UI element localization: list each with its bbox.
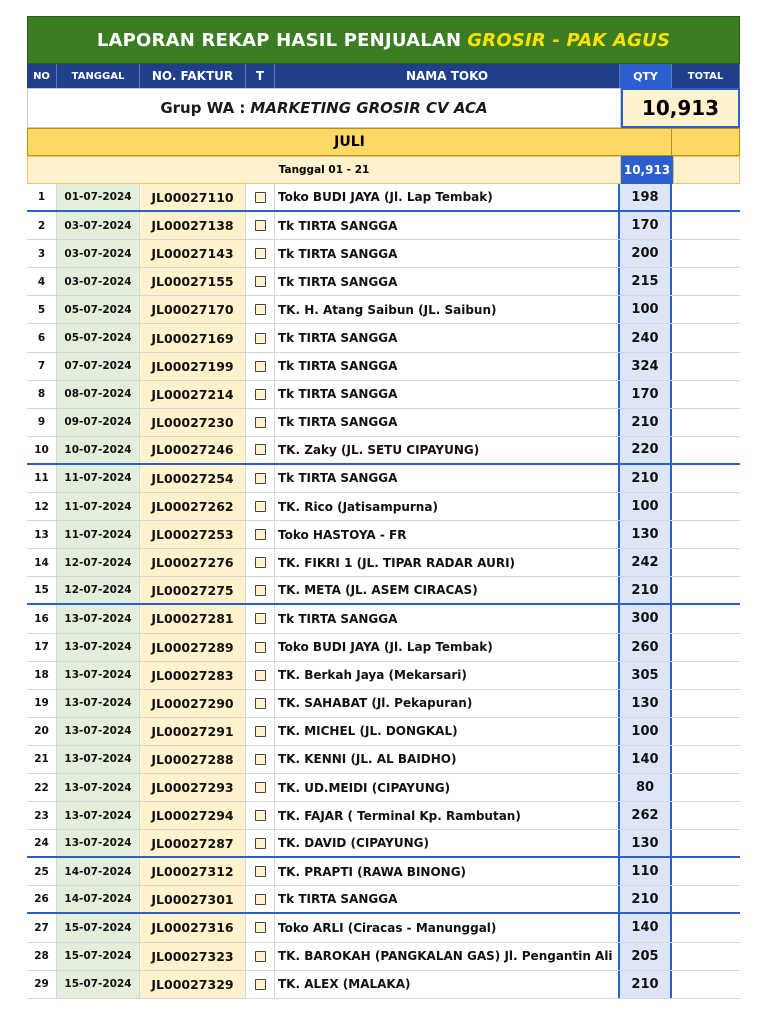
row-store-name: Toko BUDI JAYA (Jl. Lap Tembak) [275,184,620,210]
row-store-name: Tk TIRTA SANGGA [275,353,620,380]
row-checkbox[interactable] [246,240,275,267]
checkbox-icon[interactable] [255,557,266,568]
row-total [672,605,740,632]
row-number: 29 [27,971,57,998]
row-checkbox[interactable] [246,746,275,773]
row-invoice: JL00027275 [140,577,246,603]
row-total [672,324,740,351]
row-number: 9 [27,409,57,436]
group-label [27,88,621,128]
row-number: 23 [27,802,57,829]
row-qty: 80 [620,774,672,801]
row-total [672,634,740,661]
row-qty: 200 [620,240,672,267]
table-row[interactable] [27,381,740,409]
table-row[interactable] [27,971,740,999]
row-total [672,858,740,885]
checkbox-icon[interactable] [255,276,266,287]
row-total [672,802,740,829]
row-checkbox[interactable] [246,718,275,745]
row-invoice: JL00027214 [140,381,246,408]
table-row[interactable] [27,746,740,774]
row-invoice: JL00027169 [140,324,246,351]
row-invoice: JL00027288 [140,746,246,773]
row-qty: 305 [620,662,672,689]
table-row[interactable] [27,212,740,240]
row-number: 18 [27,662,57,689]
row-store-name: TK. META (JL. ASEM CIRACAS) [275,577,620,603]
row-invoice: JL00027312 [140,858,246,885]
row-date: 15-07-2024 [57,914,140,941]
row-store-name: TK. SAHABAT (Jl. Pekapuran) [275,690,620,717]
row-total [672,718,740,745]
row-date: 03-07-2024 [57,212,140,239]
row-store-name: TK. Zaky (JL. SETU CIPAYUNG) [275,437,620,463]
row-number: 16 [27,605,57,632]
row-date: 05-07-2024 [57,324,140,351]
date-range-row [27,156,740,184]
row-number: 10 [27,437,57,463]
sales-table-body [27,184,740,999]
row-invoice: JL00027138 [140,212,246,239]
table-row[interactable] [27,774,740,802]
row-number: 11 [27,465,57,492]
group-label-prefix: Grup WA : [160,99,246,117]
month-row [27,128,740,156]
row-date: 12-07-2024 [57,549,140,576]
row-checkbox[interactable] [246,409,275,436]
group-name: MARKETING GROSIR CV ACA [250,99,488,117]
row-checkbox[interactable] [246,212,275,239]
row-store-name: TK. ALEX (MALAKA) [275,971,620,998]
row-qty: 130 [620,521,672,548]
row-qty: 100 [620,296,672,323]
checkbox-icon[interactable] [255,866,266,877]
row-date: 13-07-2024 [57,774,140,801]
row-number: 4 [27,268,57,295]
row-checkbox[interactable] [246,802,275,829]
row-qty: 210 [620,577,672,603]
checkbox-icon[interactable] [255,979,266,990]
checkbox-icon[interactable] [255,613,266,624]
row-checkbox[interactable] [246,943,275,970]
row-checkbox[interactable] [246,886,275,912]
row-total [672,971,740,998]
row-store-name: Tk TIRTA SANGGA [275,886,620,912]
row-checkbox[interactable] [246,353,275,380]
row-date: 09-07-2024 [57,409,140,436]
row-invoice: JL00027170 [140,296,246,323]
checkbox-icon[interactable] [255,333,266,344]
checkbox-icon[interactable] [255,444,266,455]
row-checkbox[interactable] [246,690,275,717]
group-row [27,88,740,128]
row-date: 12-07-2024 [57,577,140,603]
row-number: 3 [27,240,57,267]
row-store-name: Toko HASTOYA - FR [275,521,620,548]
row-total [672,886,740,912]
row-checkbox[interactable] [246,662,275,689]
row-invoice: JL00027143 [140,240,246,267]
row-qty: 215 [620,268,672,295]
row-total [672,662,740,689]
checkbox-icon[interactable] [255,782,266,793]
checkbox-icon[interactable] [255,810,266,821]
row-date: 13-07-2024 [57,662,140,689]
row-total [672,296,740,323]
table-row[interactable] [27,324,740,352]
checkbox-icon[interactable] [255,473,266,484]
table-row[interactable] [27,577,740,605]
row-date: 11-07-2024 [57,493,140,520]
row-number: 27 [27,914,57,941]
row-checkbox[interactable] [246,465,275,492]
row-store-name: TK. KENNI (JL. AL BAIDHO) [275,746,620,773]
row-checkbox[interactable] [246,268,275,295]
checkbox-icon[interactable] [255,670,266,681]
row-store-name: Tk TIRTA SANGGA [275,268,620,295]
row-store-name: TK. PRAPTI (RAWA BINONG) [275,858,620,885]
checkbox-icon[interactable] [255,698,266,709]
row-store-name: Toko ARLI (Ciracas - Manunggal) [275,914,620,941]
row-number: 26 [27,886,57,912]
report-sheet [27,16,740,999]
row-invoice: JL00027293 [140,774,246,801]
row-store-name: TK. BAROKAH (PANGKALAN GAS) Jl. Pengantin Ali [275,943,620,970]
row-invoice: JL00027253 [140,521,246,548]
row-store-name: Tk TIRTA SANGGA [275,381,620,408]
row-checkbox[interactable] [246,184,275,210]
row-total [672,914,740,941]
checkbox-icon[interactable] [255,417,266,428]
table-row[interactable] [27,858,740,886]
row-store-name: Tk TIRTA SANGGA [275,212,620,239]
row-number: 13 [27,521,57,548]
row-invoice: JL00027230 [140,409,246,436]
table-row[interactable] [27,662,740,690]
row-date: 07-07-2024 [57,353,140,380]
table-row[interactable] [27,605,740,633]
row-number: 22 [27,774,57,801]
row-total [672,690,740,717]
header-faktur[interactable]: NO. FAKTUR [140,64,246,88]
row-total [672,409,740,436]
row-date: 11-07-2024 [57,465,140,492]
table-row[interactable] [27,493,740,521]
row-qty: 130 [620,830,672,856]
row-invoice: JL00027323 [140,943,246,970]
row-checkbox[interactable] [246,296,275,323]
row-total [672,381,740,408]
row-total [672,549,740,576]
row-date: 13-07-2024 [57,830,140,856]
row-date: 13-07-2024 [57,802,140,829]
row-invoice: JL00027290 [140,690,246,717]
row-date: 03-07-2024 [57,240,140,267]
row-total [672,353,740,380]
row-store-name: Tk TIRTA SANGGA [275,240,620,267]
row-qty: 262 [620,802,672,829]
row-total [672,830,740,856]
row-checkbox[interactable] [246,634,275,661]
row-total [672,212,740,239]
row-invoice: JL00027287 [140,830,246,856]
row-number: 12 [27,493,57,520]
row-checkbox[interactable] [246,577,275,603]
row-qty: 140 [620,914,672,941]
row-date: 15-07-2024 [57,943,140,970]
column-header-row [27,64,740,88]
row-total [672,493,740,520]
row-number: 24 [27,830,57,856]
checkbox-icon[interactable] [255,361,266,372]
row-number: 5 [27,296,57,323]
row-store-name: TK. MICHEL (JL. DONGKAL) [275,718,620,745]
checkbox-icon[interactable] [255,726,266,737]
row-checkbox[interactable] [246,858,275,885]
row-qty: 324 [620,353,672,380]
month-name: JULI [27,128,672,156]
checkbox-icon[interactable] [255,754,266,765]
row-date: 13-07-2024 [57,746,140,773]
report-title [27,16,740,64]
table-row[interactable] [27,465,740,493]
row-qty: 260 [620,634,672,661]
row-checkbox[interactable] [246,774,275,801]
checkbox-icon[interactable] [255,894,266,905]
row-date: 01-07-2024 [57,184,140,210]
row-invoice: JL00027291 [140,718,246,745]
table-row[interactable] [27,802,740,830]
row-number: 8 [27,381,57,408]
checkbox-icon[interactable] [255,529,266,540]
row-total [672,577,740,603]
row-qty: 170 [620,212,672,239]
row-checkbox[interactable] [246,971,275,998]
row-date: 13-07-2024 [57,634,140,661]
row-invoice: JL00027281 [140,605,246,632]
row-checkbox[interactable] [246,493,275,520]
row-invoice: JL00027283 [140,662,246,689]
header-t[interactable]: T [246,64,275,88]
table-row[interactable] [27,886,740,914]
row-total [672,184,740,210]
table-row[interactable] [27,634,740,662]
row-store-name: Toko BUDI JAYA (Jl. Lap Tembak) [275,634,620,661]
table-row[interactable] [27,296,740,324]
row-number: 1 [27,184,57,210]
row-invoice: JL00027276 [140,549,246,576]
row-store-name: Tk TIRTA SANGGA [275,605,620,632]
row-date: 13-07-2024 [57,690,140,717]
table-row[interactable] [27,409,740,437]
header-qty[interactable]: QTY [620,64,672,88]
row-total [672,774,740,801]
row-total [672,268,740,295]
row-store-name: TK. Berkah Jaya (Mekarsari) [275,662,620,689]
row-qty: 210 [620,465,672,492]
row-invoice: JL00027301 [140,886,246,912]
table-row[interactable] [27,184,740,212]
row-invoice: JL00027110 [140,184,246,210]
row-checkbox[interactable] [246,830,275,856]
row-total [672,943,740,970]
row-date: 08-07-2024 [57,381,140,408]
header-tanggal[interactable]: TANGGAL [57,64,140,88]
row-qty: 205 [620,943,672,970]
row-total [672,437,740,463]
table-row[interactable] [27,268,740,296]
row-invoice: JL00027199 [140,353,246,380]
row-date: 15-07-2024 [57,971,140,998]
row-store-name: TK. H. Atang Saibun (JL. Saibun) [275,296,620,323]
checkbox-icon[interactable] [255,951,266,962]
table-row[interactable] [27,830,740,858]
row-total [672,465,740,492]
row-qty: 240 [620,324,672,351]
row-invoice: JL00027316 [140,914,246,941]
row-qty: 110 [620,858,672,885]
row-qty: 242 [620,549,672,576]
month-empty-cell [672,128,740,156]
table-row[interactable] [27,521,740,549]
row-qty: 170 [620,381,672,408]
row-qty: 300 [620,605,672,632]
row-checkbox[interactable] [246,324,275,351]
row-qty: 140 [620,746,672,773]
checkbox-icon[interactable] [255,501,266,512]
row-invoice: JL00027246 [140,437,246,463]
row-date: 14-07-2024 [57,886,140,912]
row-total [672,746,740,773]
row-invoice: JL00027289 [140,634,246,661]
row-checkbox[interactable] [246,521,275,548]
row-invoice: JL00027329 [140,971,246,998]
row-store-name: Tk TIRTA SANGGA [275,324,620,351]
row-qty: 210 [620,971,672,998]
row-store-name: Tk TIRTA SANGGA [275,409,620,436]
row-date: 14-07-2024 [57,858,140,885]
group-total: 10,913 [621,88,740,128]
row-number: 2 [27,212,57,239]
row-checkbox[interactable] [246,605,275,632]
checkbox-icon[interactable] [255,642,266,653]
checkbox-icon[interactable] [255,585,266,596]
row-invoice: JL00027262 [140,493,246,520]
checkbox-icon[interactable] [255,220,266,231]
row-qty: 210 [620,886,672,912]
row-store-name: Tk TIRTA SANGGA [275,465,620,492]
report-title-accent: GROSIR - PAK AGUS [467,29,671,51]
report-title-main: LAPORAN REKAP HASIL PENJUALAN [96,29,462,51]
row-checkbox[interactable] [246,914,275,941]
header-nama-toko[interactable]: NAMA TOKO [275,64,620,88]
checkbox-icon[interactable] [255,838,266,849]
table-row[interactable] [27,690,740,718]
row-store-name: TK. FAJAR ( Terminal Kp. Rambutan) [275,802,620,829]
table-row[interactable] [27,549,740,577]
row-date: 11-07-2024 [57,521,140,548]
checkbox-icon[interactable] [255,304,266,315]
table-row[interactable] [27,240,740,268]
row-date: 05-07-2024 [57,296,140,323]
row-number: 14 [27,549,57,576]
row-number: 15 [27,577,57,603]
table-row[interactable] [27,914,740,942]
row-number: 28 [27,943,57,970]
date-range-label: Tanggal 01 - 21 [27,156,621,184]
row-store-name: TK. UD.MEIDI (CIPAYUNG) [275,774,620,801]
checkbox-icon[interactable] [255,922,266,933]
row-checkbox[interactable] [246,381,275,408]
row-date: 13-07-2024 [57,718,140,745]
date-range-empty-cell [673,156,740,184]
row-qty: 210 [620,409,672,436]
table-row[interactable] [27,353,740,381]
row-store-name: TK. DAVID (CIPAYUNG) [275,830,620,856]
table-row[interactable] [27,437,740,465]
row-store-name: TK. Rico (Jatisampurna) [275,493,620,520]
table-row[interactable] [27,718,740,746]
header-no[interactable]: NO [27,64,57,88]
row-date: 10-07-2024 [57,437,140,463]
row-total [672,240,740,267]
row-number: 19 [27,690,57,717]
row-checkbox[interactable] [246,437,275,463]
header-total[interactable]: TOTAL [672,64,740,88]
row-invoice: JL00027155 [140,268,246,295]
row-checkbox[interactable] [246,549,275,576]
row-qty: 100 [620,718,672,745]
row-number: 17 [27,634,57,661]
table-row[interactable] [27,943,740,971]
row-invoice: JL00027254 [140,465,246,492]
row-qty: 100 [620,493,672,520]
row-number: 6 [27,324,57,351]
row-qty: 220 [620,437,672,463]
row-qty: 130 [620,690,672,717]
checkbox-icon[interactable] [255,248,266,259]
row-number: 20 [27,718,57,745]
row-number: 25 [27,858,57,885]
date-range-qty: 10,913 [621,156,673,184]
checkbox-icon[interactable] [255,389,266,400]
row-qty: 198 [620,184,672,210]
row-number: 7 [27,353,57,380]
row-store-name: TK. FIKRI 1 (JL. TIPAR RADAR AURI) [275,549,620,576]
row-date: 13-07-2024 [57,605,140,632]
row-date: 03-07-2024 [57,268,140,295]
row-invoice: JL00027294 [140,802,246,829]
checkbox-icon[interactable] [255,192,266,203]
row-total [672,521,740,548]
row-number: 21 [27,746,57,773]
